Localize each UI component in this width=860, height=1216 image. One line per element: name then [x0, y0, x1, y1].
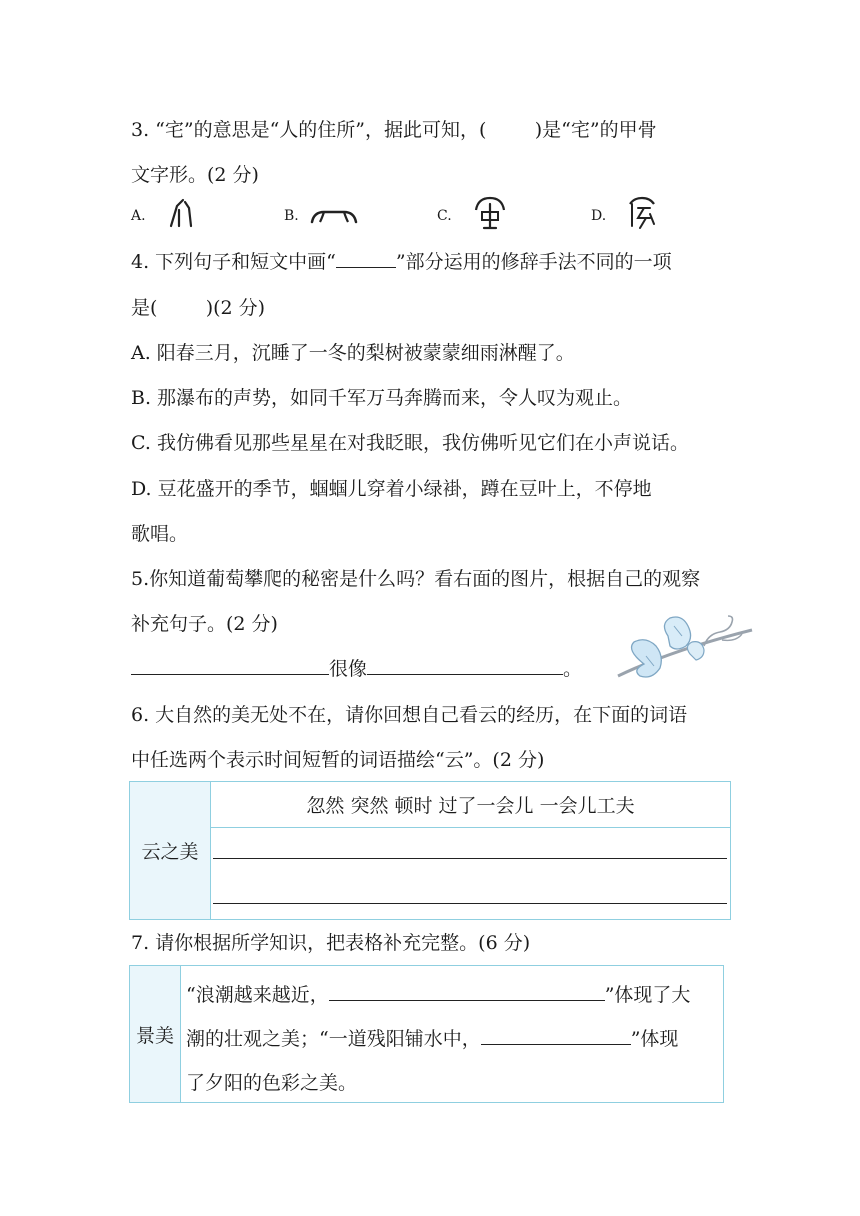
q7-row1-post: ”体现了大 — [604, 984, 691, 1006]
q5-line1: 5.你知道葡萄攀爬的秘密是什么吗？看右面的图片，根据自己的观察 — [131, 568, 701, 590]
q7-row1-pre: “浪潮越来越近， — [186, 984, 329, 1006]
q6-answer-line-1[interactable] — [213, 858, 727, 859]
q3-option-d-label: D. — [591, 208, 607, 224]
q5-end-text: 。 — [563, 658, 583, 680]
q5-middle-text: 很像 — [329, 658, 368, 680]
q6-word-bank: 忽然 突然 顿时 过了一会儿 一会儿工夫 — [211, 782, 731, 828]
q7-table-header: 景美 — [130, 966, 181, 1103]
q3-option-a-label: A. — [131, 208, 146, 224]
q3-option-b-label: B. — [284, 208, 299, 224]
q7-blank-2[interactable] — [481, 1043, 631, 1045]
grape-vine-illustration-icon — [612, 606, 758, 688]
q4-option-b: B. 那瀑布的声势，如同千军万马奔腾而来，令人叹为观止。 — [131, 387, 633, 409]
q4-option-a: A. 阳春三月，沉睡了一冬的梨树被蒙蒙细雨淋醒了。 — [131, 342, 575, 364]
oracle-glyph-a-icon — [163, 196, 199, 230]
q4-underline-sample — [336, 266, 396, 268]
q5-blank-2[interactable] — [367, 673, 563, 675]
q6-answer-cell[interactable] — [211, 828, 731, 920]
q7-line1: 7. 请你根据所学知识，把表格补充完整。(6 分) — [131, 932, 531, 954]
q4-line2: 是( )(2 分) — [131, 297, 266, 319]
q5-blank-1[interactable] — [131, 673, 329, 675]
q7-row2 — [186, 1024, 678, 1051]
q6-table-header: 云之美 — [130, 782, 211, 920]
q4-line1 — [131, 250, 672, 274]
q6-answer-line-2[interactable] — [213, 903, 727, 904]
q5-line2: 补充句子。(2 分) — [131, 613, 278, 635]
q7-row2-post: ”体现 — [630, 1028, 679, 1050]
q3-option-c-label: C. — [437, 208, 452, 224]
q6-line1: 6. 大自然的美无处不在，请你回想自己看云的经历，在下面的词语 — [131, 704, 688, 726]
q7-blank-1[interactable] — [329, 999, 605, 1001]
q7-row1 — [186, 980, 690, 1007]
q3-line2: 文字形。(2 分) — [131, 164, 259, 186]
q7-table — [129, 965, 724, 1103]
q4-option-d-line2: 歌唱。 — [131, 523, 189, 545]
q6-table — [129, 781, 731, 920]
oracle-glyph-b-icon — [308, 200, 360, 228]
q7-row2-pre: 潮的壮观之美；“一道残阳铺水中， — [186, 1028, 481, 1050]
oracle-glyph-d-icon — [624, 194, 660, 232]
q4-option-d-line1: D. 豆花盛开的季节，蝈蝈儿穿着小绿褂，蹲在豆叶上，不停地 — [131, 478, 652, 500]
oracle-glyph-c-icon — [470, 194, 510, 232]
q4-line1-post: ”部分运用的修辞手法不同的一项 — [395, 251, 672, 273]
q6-line2: 中任选两个表示时间短暂的词语描绘“云”。(2 分) — [131, 749, 545, 771]
q7-content-cell — [181, 966, 724, 1103]
q3-line1: 3. “宅”的意思是“人的住所”，据此可知，( )是“宅”的甲骨 — [131, 119, 657, 141]
q4-line1-pre: 4. 下列句子和短文中画“ — [131, 251, 336, 273]
q5-answer-line — [131, 657, 582, 681]
q7-row3: 了夕阳的色彩之美。 — [186, 1072, 358, 1094]
q4-option-c: C. 我仿佛看见那些星星在对我眨眼，我仿佛听见它们在小声说话。 — [131, 432, 689, 454]
